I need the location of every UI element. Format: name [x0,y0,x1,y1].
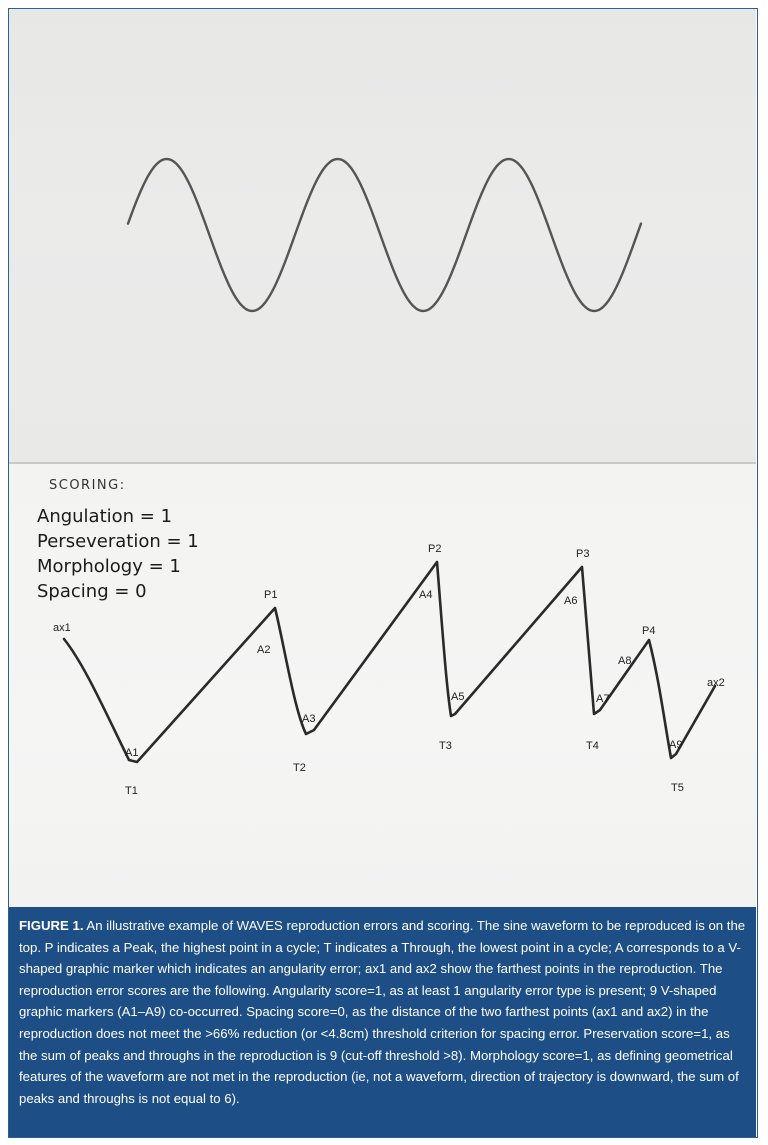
figure-caption [9,907,756,1137]
figure-frame [8,8,758,1138]
sine-wave-panel [9,9,756,462]
label-a1: A1 [125,747,139,759]
label-p2: P2 [428,543,442,555]
reproduction-panel [9,464,756,907]
label-p3: P3 [576,548,590,560]
label-p1: P1 [264,589,278,601]
score-spacing: Spacing = 0 [37,581,147,602]
score-perseveration: Perseveration = 1 [37,531,199,552]
label-a2: A2 [257,644,271,656]
label-a5: A5 [451,691,465,703]
label-t5: T5 [671,782,684,794]
caption-text: An illustrative example of WAVES reproduction errors and scoring. The sine waveform to be reproduced is on the top. P indicates a Peak, the highest point in a cycle; T indicates a Through, the lowest point in a cycle; A corresponds to a V-shaped graphic marker which indicates an angularity error; ax1 and ax2 show the farthest points in the reproduction. The reproduction error scores are the following. Angularity score=1, as at least 1 angularity error type is present; 9 V-shaped graphic markers (A1–A9) co-occurred. Spacing score=0, as the distance of the two farthest points (ax1 and ax2) in the reproduction does not meet the >66% reduction (or <4.8cm) threshold criterion for spacing error. Preservation score=1, as the sum of peaks and throughs in the reproduction is 9 (cut-off threshold >8). Morphology score=1, as defining geometrical features of the waveform are not met in the reproduction (ie, not a waveform, direction of trajectory is downward, the sum of peaks and throughs is not equal to 6). [19,918,746,1106]
label-t1: T1 [125,785,138,797]
label-ax2: ax2 [707,677,725,689]
label-a7: A7 [596,693,610,705]
caption-label: FIGURE 1. [19,918,84,933]
scoring-title: SCORING: [49,478,126,493]
sine-wave-drawing [9,9,756,462]
label-a8: A8 [618,655,632,667]
score-angulation: Angulation = 1 [37,506,173,527]
label-a6: A6 [564,595,578,607]
label-a4: A4 [419,589,433,601]
label-ax1: ax1 [53,622,71,634]
label-p4: P4 [642,625,656,637]
score-morphology: Morphology = 1 [37,556,181,577]
label-a3: A3 [302,713,316,725]
label-t4: T4 [586,740,599,752]
label-t2: T2 [293,762,306,774]
reproduction-drawing [9,464,756,907]
label-a9: A9 [669,739,683,751]
label-t3: T3 [439,740,452,752]
sine-wave [128,159,641,311]
